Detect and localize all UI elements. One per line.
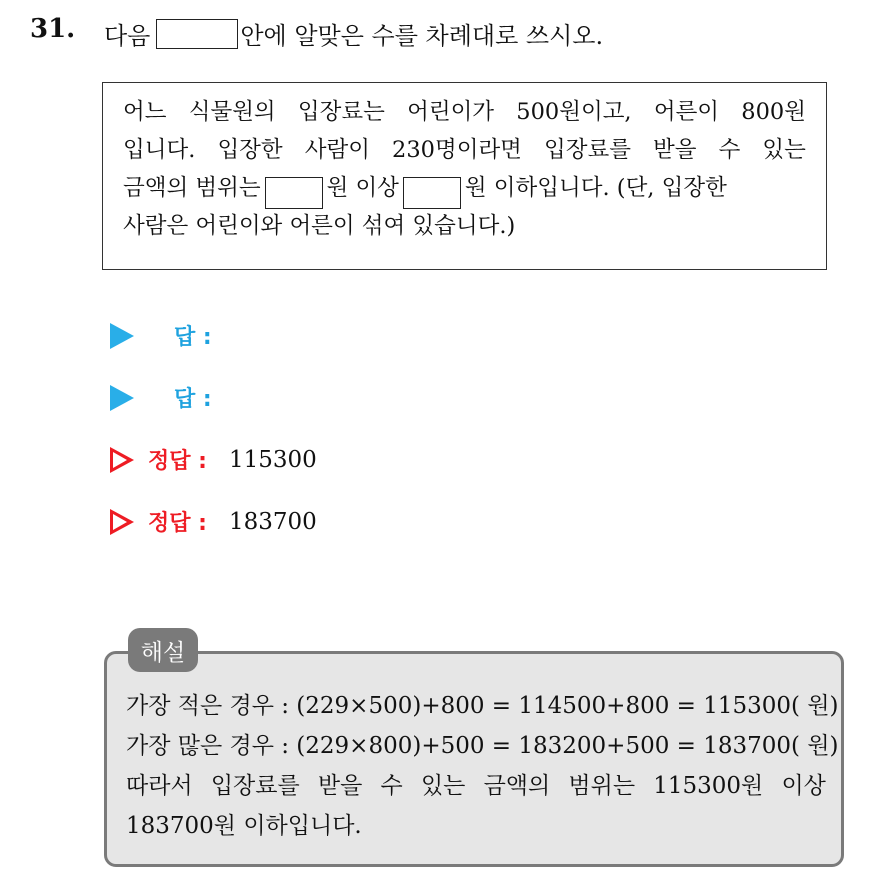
problem-text: 원 이하입니다. (단, 입장한 (464, 175, 727, 201)
question-prompt (104, 16, 603, 51)
prompt-blank-box (156, 19, 238, 49)
word: 입장료를 (544, 137, 631, 163)
word: 어느 (123, 99, 167, 125)
word: 230명이라면 (392, 137, 522, 163)
word: 금액의 (483, 773, 551, 799)
correct-answer-value: 115300 (228, 446, 317, 473)
word: 어린이가 (407, 99, 495, 125)
word: 115300원 (653, 773, 764, 799)
problem-line-1 (123, 93, 806, 131)
word: 입장료는 (297, 99, 385, 125)
answer-label: 답 : (174, 325, 212, 350)
word: 500원이고, (516, 99, 632, 125)
explanation-line-4: 183700원 이하입니다. (126, 813, 362, 839)
word: 수 (718, 137, 741, 163)
outline-triangle-icon (110, 509, 134, 535)
word: 따라서 (126, 773, 193, 799)
word: 범위는 (568, 773, 636, 799)
answer-label: 답 : (174, 387, 212, 412)
play-triangle-icon (110, 385, 134, 411)
answer-row-1 (110, 320, 212, 351)
word: 입장료를 (210, 773, 300, 799)
word: 있는 (762, 137, 806, 163)
answer-row-2 (110, 382, 212, 413)
word: 받을 (317, 773, 363, 799)
explanation-line-2: 가장 많은 경우 : (229×800)+500 = 183200+500 = 183700( 원) (126, 733, 839, 759)
answer-blank-box-2 (403, 177, 461, 209)
word: 이상 (781, 773, 826, 799)
word: 입니다. (123, 137, 196, 163)
correct-answer-label: 정답 : (148, 449, 207, 474)
prompt-before: 다음 (104, 22, 151, 50)
word: 800원 (741, 99, 806, 125)
word: 받을 (653, 137, 697, 163)
outline-triangle-icon (110, 447, 134, 473)
problem-text: 원 이상 (326, 175, 399, 201)
correct-answer-row-1 (110, 444, 317, 475)
problem-box (102, 82, 827, 270)
problem-line-4 (123, 207, 806, 245)
explanation-text (126, 686, 839, 846)
word: 사람이 (304, 137, 370, 163)
word: 어른이 (653, 99, 720, 125)
problem-text: 금액의 범위는 (123, 175, 261, 201)
correct-answer-label: 정답 : (148, 511, 207, 536)
explanation-tab: 해설 (128, 628, 198, 672)
problem-line-3 (123, 169, 806, 207)
answer-blank-box-1 (265, 177, 323, 209)
problem-text: 사람은 어린이와 어른이 섞여 있습니다.) (123, 213, 516, 239)
word: 있는 (420, 773, 466, 799)
explanation-line-3 (126, 766, 826, 806)
question-number: 31. (30, 14, 76, 44)
prompt-after: 안에 알맞은 수를 차례대로 쓰시오. (240, 22, 604, 50)
word: 식물원의 (188, 99, 276, 125)
word: 수 (380, 773, 403, 799)
word: 입장한 (217, 137, 283, 163)
correct-answer-row-2 (110, 506, 317, 537)
problem-line-2 (123, 131, 806, 169)
correct-answer-value: 183700 (228, 508, 317, 535)
play-triangle-icon (110, 323, 134, 349)
explanation-line-1: 가장 적은 경우 : (229×500)+800 = 114500+800 = 115300( 원) (126, 693, 839, 719)
